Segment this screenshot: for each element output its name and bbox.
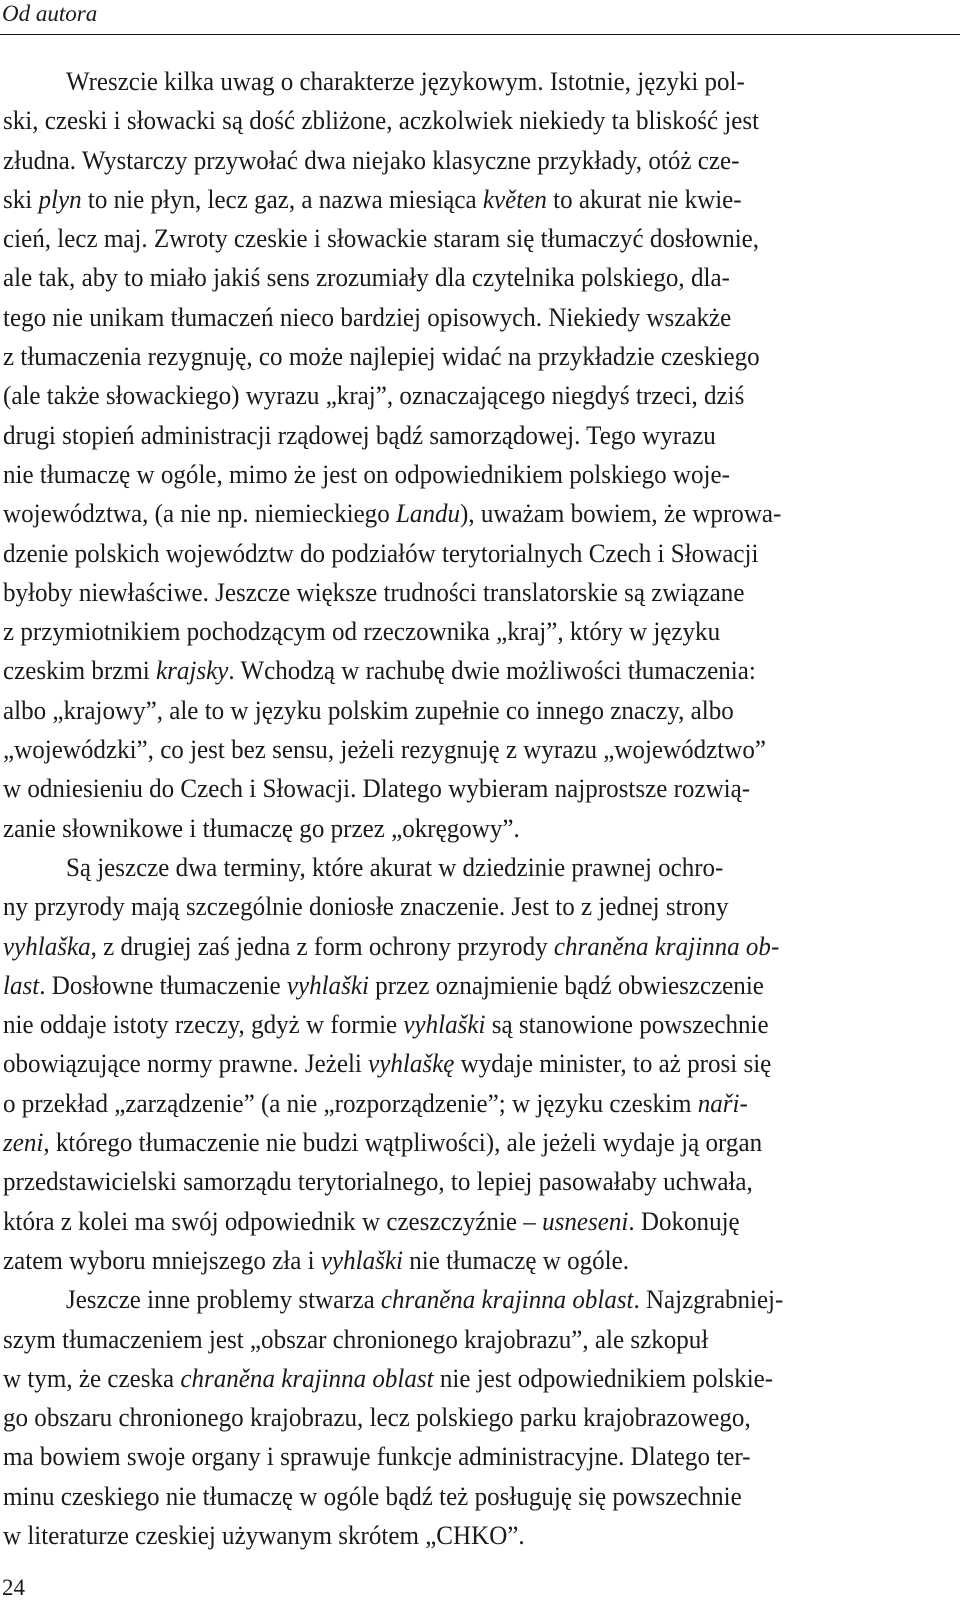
text-line: nie tłumaczę w ogóle, mimo że jest on odpowiednikiem polskiego woje- <box>3 459 730 489</box>
text-line: Wreszcie kilka uwag o charakterze językowym. Istotnie, języki pol- <box>66 67 745 96</box>
body-text <box>0 62 960 1555</box>
text-line: z przymiotnikiem pochodzącym od rzeczownika „kraj”, który w języku <box>3 617 721 647</box>
text-line: o przekład „zarządzenie” (a nie „rozporządzenie”; w języku czeskim naři- <box>3 1088 748 1118</box>
text-line: w literaturze czeskiej używanym skrótem „CHKO”. <box>3 1520 525 1550</box>
text-line: last. Dosłowne tłumaczenie vyhlaški przez oznajmienie bądź obwieszczenie <box>3 970 764 1000</box>
text-line: w odniesieniu do Czech i Słowacji. Dlatego wybieram najprostsze rozwią- <box>3 774 751 804</box>
text-line: ny przyrody mają szczególnie doniosłe znaczenie. Jest to z jednej strony <box>3 892 729 922</box>
text-line: z tłumaczenia rezygnuję, co może najlepiej widać na przykładzie czeskiego <box>3 342 760 372</box>
text-line: która z kolei ma swój odpowiednik w czeszczyźnie – usneseni. Dokonuję <box>3 1206 740 1236</box>
text-line: cień, lecz maj. Zwroty czeskie i słowackie staram się tłumaczyć dosłownie, <box>3 224 760 254</box>
text-line: województwa, (a nie np. niemieckiego Landu), uważam bowiem, że wprowa- <box>3 499 782 529</box>
text-line: ma bowiem swoje organy i sprawuje funkcje administracyjne. Dlatego ter- <box>3 1442 751 1472</box>
text-line: „wojewódzki”, co jest bez sensu, jeżeli rezygnuję z wyrazu „województwo” <box>3 735 766 765</box>
text-line: byłoby niewłaściwe. Jeszcze większe trudności translatorskie są związane <box>3 577 745 607</box>
running-header <box>0 0 960 35</box>
text-line: ski plyn to nie płyn, lecz gaz, a nazwa miesiąca květen to akurat nie kwie- <box>3 184 742 214</box>
page-number: 24 <box>2 1575 25 1600</box>
text-line: (ale także słowackiego) wyrazu „kraj”, oznaczającego niegdyś trzeci, dziś <box>3 381 745 411</box>
text-line: złudna. Wystarczy przywołać dwa niejako klasyczne przykłady, otóż cze- <box>3 145 740 175</box>
running-header-title: Od autora <box>2 1 98 26</box>
text-line: ale tak, aby to miało jakiś sens zrozumiały dla czytelnika polskiego, dla- <box>3 263 730 293</box>
text-line: zatem wyboru mniejszego zła i vyhlaški nie tłumaczę w ogóle. <box>3 1245 630 1275</box>
text-line: zeni, którego tłumaczenie nie budzi wątpliwości), ale jeżeli wydaje ją organ <box>3 1128 763 1158</box>
text-line: minu czeskiego nie tłumaczę w ogóle bądź też posługuję się powszechnie <box>3 1481 742 1511</box>
text-line: przedstawicielski samorządu terytorialnego, to lepiej pasowałaby uchwała, <box>3 1167 753 1197</box>
text-line: obowiązujące normy prawne. Jeżeli vyhlaškę wydaje minister, to aż prosi się <box>3 1049 772 1079</box>
text-line: drugi stopień administracji rządowej bądź samorządowej. Tego wyrazu <box>3 420 716 450</box>
text-line: nie oddaje istoty rzeczy, gdyż w formie vyhlaški są stanowione powszechnie <box>3 1010 769 1040</box>
text-line: czeskim brzmi krajsky. Wchodzą w rachubę dwie możliwości tłumaczenia: <box>3 656 756 686</box>
text-line: zanie słownikowe i tłumaczę go przez „okręgowy”. <box>3 813 520 843</box>
text-line: szym tłumaczeniem jest „obszar chronionego krajobrazu”, ale szkopuł <box>3 1324 709 1354</box>
text-line: tego nie unikam tłumaczeń nieco bardziej opisowych. Niekiedy wszakże <box>3 302 732 332</box>
text-line: dzenie polskich województw do podziałów terytorialnych Czech i Słowacji <box>3 538 759 568</box>
text-line: Jeszcze inne problemy stwarza chraněna krajinna oblast. Najzgrabniej- <box>66 1285 784 1315</box>
text-line: w tym, że czeska chraněna krajinna oblast nie jest odpowiednikiem polskie- <box>3 1363 774 1393</box>
text-line: vyhlaška, z drugiej zaś jedna z form ochrony przyrody chraněna krajinna ob- <box>3 931 780 961</box>
text-line: Są jeszcze dwa terminy, które akurat w dziedzinie prawnej ochro- <box>66 852 724 882</box>
text-line: ski, czeski i słowacki są dość zbliżone, aczkolwiek niekiedy ta bliskość jest <box>3 106 760 136</box>
text-line: go obszaru chronionego krajobrazu, lecz polskiego parku krajobrazowego, <box>3 1403 751 1433</box>
text-line: albo „krajowy”, ale to w języku polskim zupełnie co innego znaczy, albo <box>3 695 734 725</box>
